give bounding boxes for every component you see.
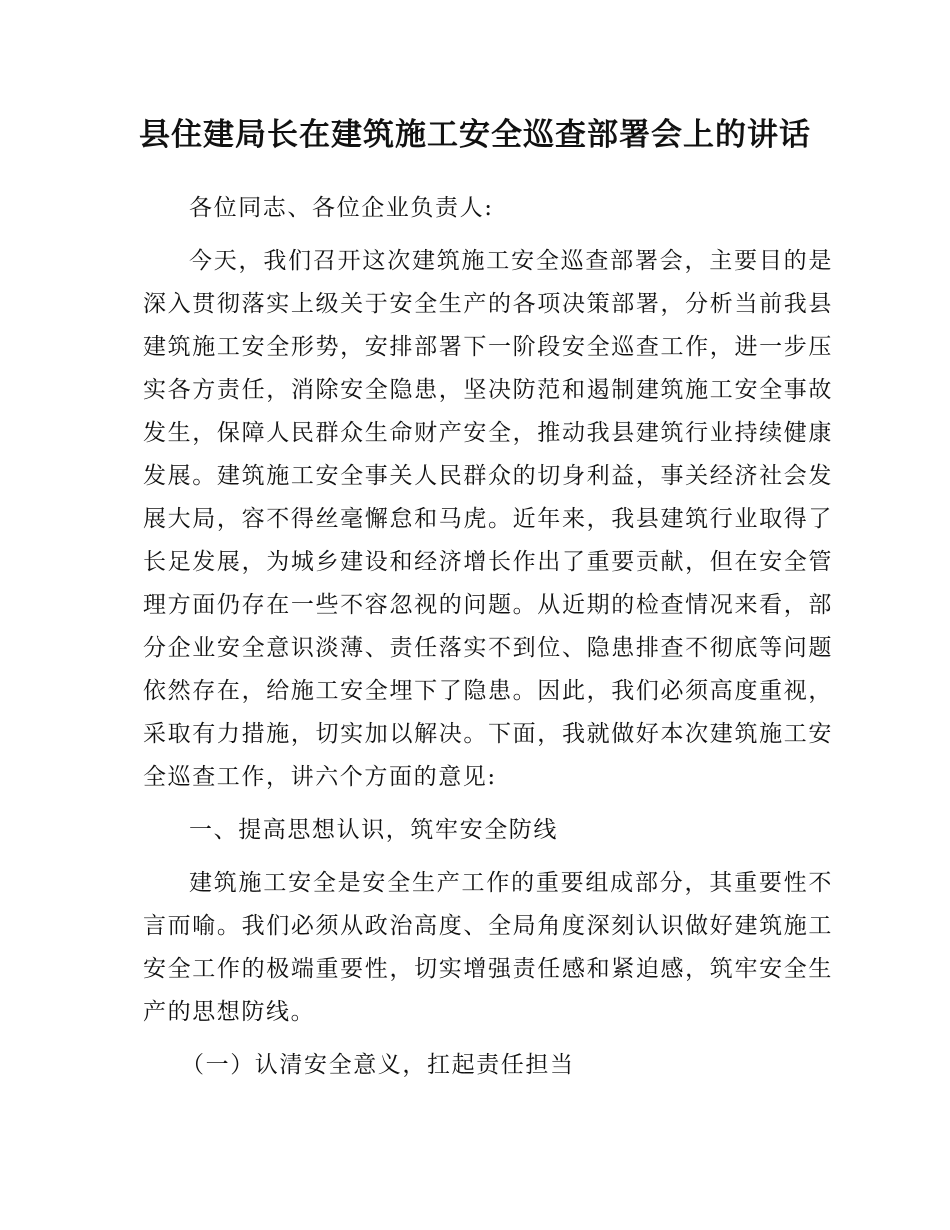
- section-1-paragraph: 建筑施工安全是安全生产工作的重要组成部分，其重要性不言而喻。我们必须从政治高度、全局角度深刻认识做好建筑施工安全工作的极端重要性，切实增强责任感和紧迫感，筑牢安全生产的思想防线。: [143, 870, 833, 1025]
- document-body: [143, 187, 833, 1087]
- section-heading-1: 一、提高思想认识，筑牢安全防线: [189, 817, 558, 843]
- salutation: 各位同志、各位企业负责人:: [189, 195, 494, 221]
- document-title: 县住建局长在建筑施工安全巡查部署会上的讲话: [139, 117, 811, 153]
- subsection-heading-1: （一）认清安全意义，扛起责任担当: [181, 1052, 575, 1078]
- intro-paragraph: 今天，我们召开这次建筑施工安全巡查部署会，主要目的是深入贯彻落实上级关于安全生产的各项决策部署，分析当前我县建筑施工安全形势，安排部署下一阶段安全巡查工作，进一步压实各方责任，消除安全隐患，坚决防范和遏制建筑施工安全事故发生，保障人民群众生命财产安全，推动我县建筑行业持续健康发展。建筑施工安全事关人民群众的切身利益，事关经济社会发展大局，容不得丝毫懈怠和马虎。近年来，我县建筑行业取得了长足发展，为城乡建设和经济增长作出了重要贡献，但在安全管理方面仍存在一些不容忽视的问题。从近期的检查情况来看，部分企业安全意识淡薄、责任落实不到位、隐患排查不彻底等问题依然存在，给施工安全埋下了隐患。因此，我们必须高度重视，采取有力措施，切实加以解决。下面，我就做好本次建筑施工安全巡查工作，讲六个方面的意见:: [143, 248, 833, 790]
